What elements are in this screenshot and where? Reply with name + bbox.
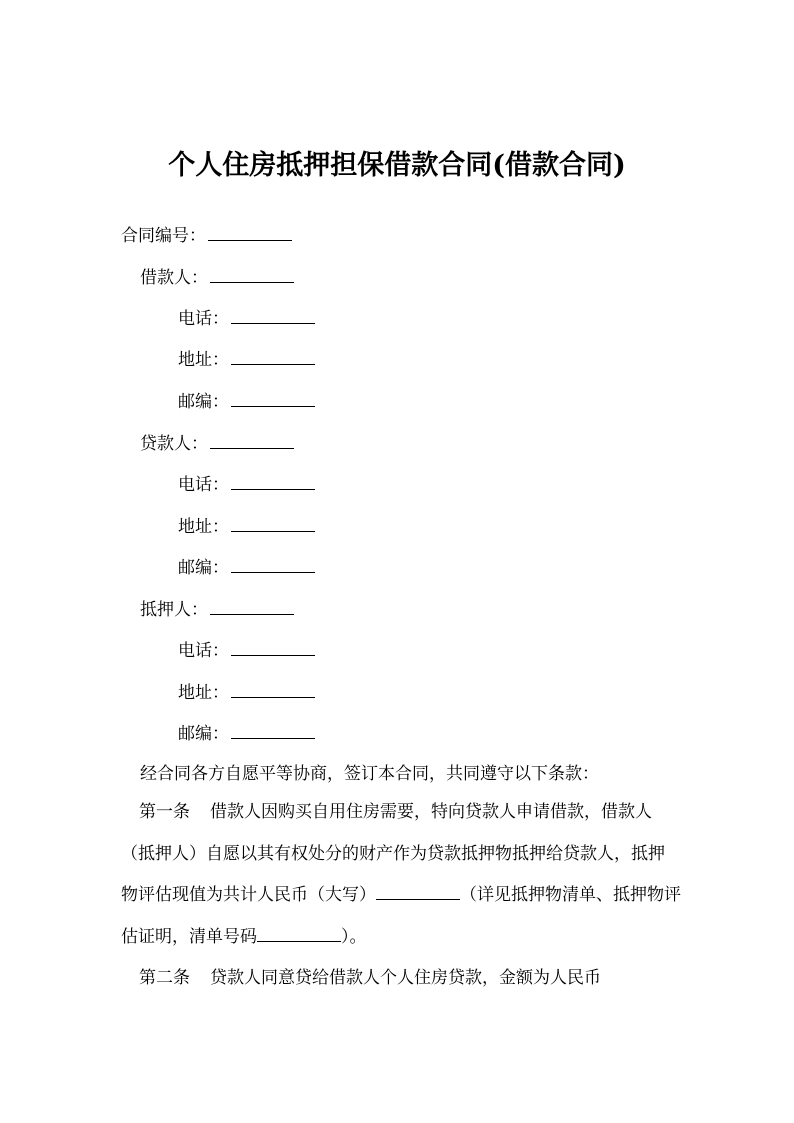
borrower-line (140, 264, 294, 290)
borrower-name-blank[interactable] (210, 264, 294, 283)
preamble (140, 762, 599, 786)
lender-postcode-label: 邮编： (178, 558, 229, 578)
mortgagor-postcode-line (178, 720, 315, 746)
mortgagor-address-line (178, 679, 315, 705)
borrower-address-blank[interactable] (231, 346, 315, 365)
lender-postcode-blank[interactable] (231, 554, 315, 573)
lender-address-blank[interactable] (231, 513, 315, 532)
preamble-text: 经合同各方自愿平等协商，签订本合同，共同遵守以下条款： (140, 764, 599, 784)
lender-label: 贷款人： (140, 434, 208, 454)
article-2-text-a: 贷款人同意贷给借款人个人住房贷款，金额为人民币 (210, 968, 601, 988)
article-1-heading: 第一条 (139, 802, 190, 822)
lender-name-blank[interactable] (210, 430, 294, 449)
borrower-address-label: 地址： (178, 350, 229, 370)
lender-address-line (178, 513, 315, 539)
article-1 (121, 792, 681, 958)
mortgagor-postcode-blank[interactable] (231, 720, 315, 739)
mortgagor-address-label: 地址： (178, 683, 229, 703)
list-number-blank[interactable] (257, 925, 341, 942)
borrower-address-line (178, 346, 315, 372)
article-1-text-b: （详见抵押物清单、抵押物评估证明，清单号码 (121, 885, 681, 947)
borrower-phone-label: 电话： (178, 309, 229, 329)
mortgagor-phone-line (178, 637, 315, 663)
mortgagor-phone-blank[interactable] (231, 637, 315, 656)
document-title: 个人住房抵押担保借款合同(借款合同) (168, 150, 626, 181)
lender-address-label: 地址： (178, 517, 229, 537)
contract-number-blank[interactable] (208, 222, 292, 241)
article-1-text-a: 借款人因购买自用住房需要，特向贷款人申请借款，借款人（抵押人）自愿以其有权处分的财产作为贷款抵押物抵押给贷款人，抵押物评估现值为共计人民币（大写） (121, 802, 665, 905)
mortgagor-label: 抵押人： (140, 600, 208, 620)
mortgagor-postcode-label: 邮编： (178, 724, 229, 744)
lender-phone-line (178, 471, 315, 497)
lender-phone-label: 电话： (178, 475, 229, 495)
article-1-text-c: ）。 (341, 926, 367, 947)
borrower-postcode-label: 邮编： (178, 392, 229, 412)
borrower-postcode-line (178, 388, 315, 414)
contract-number-line (121, 222, 292, 248)
borrower-phone-blank[interactable] (231, 305, 315, 324)
article-2 (121, 958, 681, 1000)
mortgagor-phone-label: 电话： (178, 641, 229, 661)
borrower-label: 借款人： (140, 268, 208, 288)
contract-number-label: 合同编号： (121, 226, 206, 246)
mortgagor-name-blank[interactable] (210, 596, 294, 615)
borrower-postcode-blank[interactable] (231, 388, 315, 407)
borrower-phone-line (178, 305, 315, 331)
mortgagor-line (140, 596, 294, 622)
collateral-value-blank[interactable] (376, 883, 460, 900)
lender-line (140, 430, 294, 456)
lender-postcode-line (178, 554, 315, 580)
article-2-heading: 第二条 (139, 968, 190, 988)
mortgagor-address-blank[interactable] (231, 679, 315, 698)
lender-phone-blank[interactable] (231, 471, 315, 490)
